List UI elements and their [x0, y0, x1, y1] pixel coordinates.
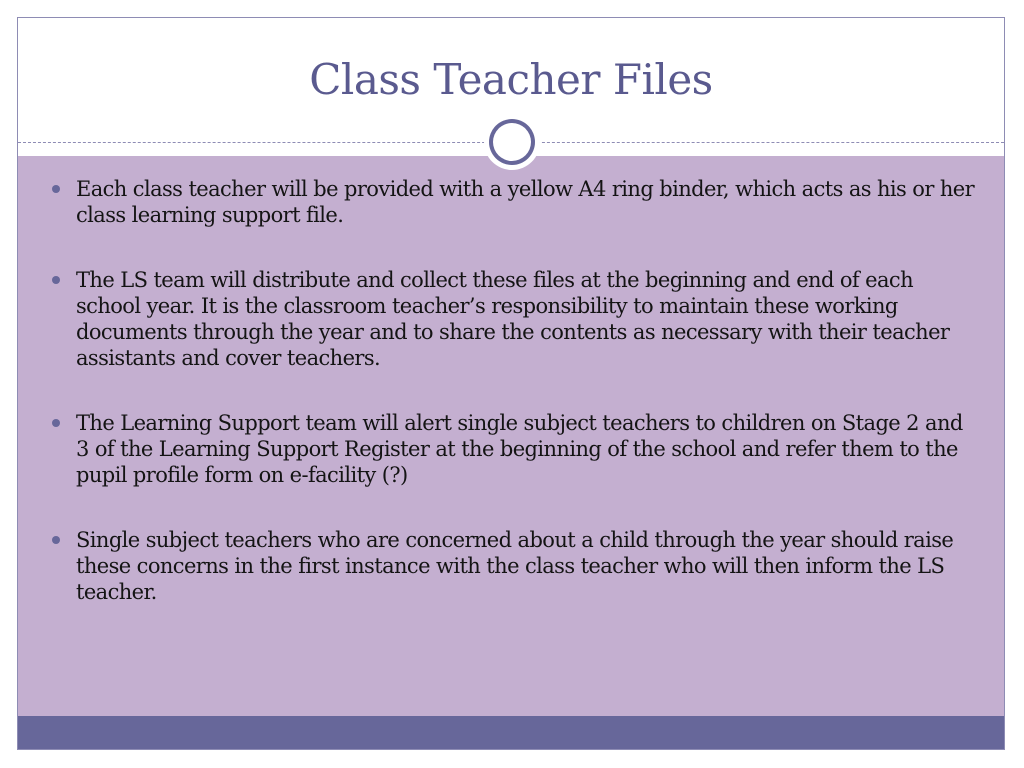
bullet-dot-icon — [52, 276, 60, 284]
bullet-text: Single subject teachers who are concerned about a child through the year should raise these concerns in the first instance with the class teacher who will then inform the LS teacher. — [76, 528, 954, 604]
bullet-dot-icon — [52, 536, 60, 544]
bullet-item — [50, 410, 980, 488]
bullet-dot-icon — [52, 185, 60, 193]
bullet-text: The Learning Support team will alert single subject teachers to children on Stage 2 and 3 of the Learning Support Register at the beginning of the school and refer them to the pupil profile form on e-facility (?) — [76, 411, 963, 487]
slide-title: Class Teacher Files — [309, 55, 713, 104]
bullet-list — [50, 176, 980, 644]
bullet-text: The LS team will distribute and collect these files at the beginning and end of each school year. It is the classroom teacher’s responsibility to maintain these working documents through the year and to share the contents as necessary with their teacher assistants and cover teachers. — [76, 268, 950, 370]
slide — [17, 17, 1005, 750]
footer-bar — [18, 716, 1004, 749]
bullet-item — [50, 527, 980, 605]
bullet-item — [50, 176, 980, 228]
bullet-dot-icon — [52, 419, 60, 427]
ring-ornament-center — [493, 123, 531, 161]
bullet-text: Each class teacher will be provided with a yellow A4 ring binder, which acts as his or her class learning support file. — [76, 177, 975, 227]
bullet-item — [50, 267, 980, 371]
